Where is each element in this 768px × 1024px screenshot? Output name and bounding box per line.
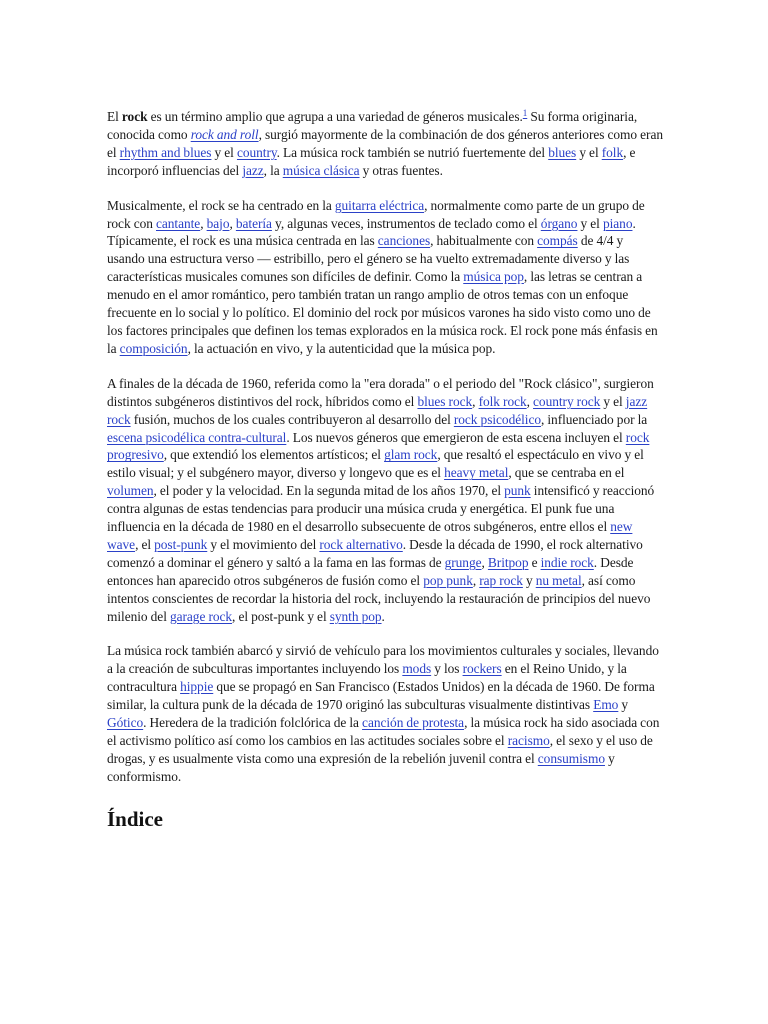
text-run: intensificó y reaccionó contra algunas de estas tendencias para producir una música cruda y energética. El punk fue una influencia en la década de 1980 en el desarrollo subsecuente de otros subgéneros, entre ellos el xyxy=(107,483,655,535)
text-run: en el Reino Unido, y la contracultura xyxy=(107,661,627,695)
wiki-link[interactable]: new wave xyxy=(107,519,633,552)
text-run: , el poder y la velocidad. En la segunda mitad de los años 1970, el xyxy=(153,483,505,499)
wiki-link[interactable]: garage rock xyxy=(169,608,233,624)
text-run: es un término amplio que agrupa a una variedad de géneros musicales. xyxy=(147,109,523,124)
wiki-link[interactable]: punk xyxy=(504,483,531,499)
text-run: que se propagó en San Francisco (Estados Unidos) en la década de 1960. De forma similar, la cultura punk de la década de 1970 originó las subculturas visualmente distintivas xyxy=(107,679,655,713)
article-paragraph xyxy=(107,108,663,180)
wiki-link[interactable]: rock alternativo xyxy=(319,536,403,552)
text-run: y otras fuentes. xyxy=(359,162,443,178)
text-run: , xyxy=(481,554,488,570)
text-run: y el xyxy=(600,393,626,409)
wiki-link[interactable]: folk xyxy=(601,144,624,160)
wiki-link[interactable]: composición xyxy=(119,340,188,356)
text-run: y el xyxy=(211,144,237,160)
text-run: . Desde la década de 1990, el rock alternativo comenzó a dominar el género y saltó a la fama en las formas de xyxy=(107,536,643,570)
article-paragraph xyxy=(107,375,663,626)
wiki-link[interactable]: blues rock xyxy=(417,393,473,409)
wiki-link[interactable]: música clásica xyxy=(282,162,360,178)
wiki-link[interactable]: canciones xyxy=(377,233,431,249)
wiki-link[interactable]: grunge xyxy=(444,554,482,570)
text-run: y xyxy=(618,697,629,713)
text-run: , xyxy=(200,215,207,231)
wiki-link[interactable]: rockers xyxy=(462,661,502,677)
text-run: , la xyxy=(263,162,283,178)
text-run: , la actuación en vivo, y la autenticidad que la música pop. xyxy=(187,340,496,356)
wiki-link[interactable]: volumen xyxy=(107,483,154,499)
wiki-link[interactable]: órgano xyxy=(540,215,578,231)
wiki-link[interactable]: escena psicodélica contra-cultural xyxy=(107,429,287,445)
text-run: . Heredera de la tradición folclórica de la xyxy=(143,715,363,731)
text-run: El xyxy=(107,109,122,124)
text-run: , el sexo y el uso de drogas, y es usualmente vista como una expresión de la rebelión juvenil contra el xyxy=(107,733,653,766)
wiki-link[interactable]: mods xyxy=(402,661,432,677)
wiki-link[interactable]: country xyxy=(236,144,277,160)
wiki-link[interactable]: country rock xyxy=(533,393,601,409)
text-run: y, algunas veces, instrumentos de teclado como el xyxy=(271,215,541,231)
wiki-link[interactable]: canción de protesta xyxy=(362,715,465,731)
text-run: , habitualmente con xyxy=(430,233,538,249)
text-run: , que extendió los elementos artísticos; el xyxy=(163,447,385,463)
text-run: . Desde entonces han aparecido otros subgéneros de fusión como el xyxy=(107,554,634,588)
wiki-link[interactable]: nu metal xyxy=(535,572,582,588)
text-run: , xyxy=(526,393,534,409)
text-run: y conformismo. xyxy=(107,750,615,784)
wiki-link[interactable]: hippie xyxy=(180,679,214,695)
wiki-link[interactable]: rock psicodélico xyxy=(453,411,541,427)
text-run: , así como intentos conscientes de recordar la historia del rock, incluyendo la restauración de principios del nuevo milenio del xyxy=(107,572,651,624)
text-run: y los xyxy=(431,661,463,677)
text-run: , el post-punk y el xyxy=(232,608,330,624)
wiki-link[interactable]: heavy metal xyxy=(444,465,509,481)
article-paragraph xyxy=(107,197,663,358)
wiki-link[interactable]: Gótico xyxy=(107,715,144,731)
wiki-link[interactable]: Emo xyxy=(593,697,619,713)
article-paragraphs xyxy=(107,108,663,786)
text-run: La música rock también abarcó y sirvió de vehículo para los movimientos culturales y sociales, llevando a la creación de subculturas importantes incluyendo los xyxy=(107,643,659,677)
text-run: e xyxy=(528,554,541,570)
wiki-link[interactable]: rap rock xyxy=(479,572,523,588)
text-run: , xyxy=(472,393,479,409)
wiki-link[interactable]: batería xyxy=(235,215,272,231)
wiki-link[interactable]: música pop xyxy=(463,269,524,285)
wiki-link[interactable]: Britpop xyxy=(487,554,529,570)
text-run: . Los nuevos géneros que emergieron de esta escena incluyen el xyxy=(286,429,626,445)
wiki-link[interactable]: indie rock xyxy=(540,554,594,570)
wiki-link[interactable]: rhythm and blues xyxy=(119,144,212,160)
wiki-link[interactable]: post-punk xyxy=(154,536,208,552)
article-paragraph xyxy=(107,642,663,785)
text-run: . xyxy=(381,608,385,624)
wiki-link[interactable]: jazz xyxy=(242,162,264,178)
text-run: , que resaltó el espectáculo en vivo y el estilo visual; y el subgénero mayor, diverso y longevo que es el xyxy=(107,447,644,481)
text-run: , la música rock ha sido asociada con el activismo político así como los cambios en las actitudes sociales sobre el xyxy=(107,715,660,748)
wiki-link[interactable]: consumismo xyxy=(537,750,605,766)
bold-term: rock xyxy=(121,109,148,124)
text-run: , xyxy=(472,572,480,588)
text-run: . Típicamente, el rock es una música centrada en las xyxy=(107,215,636,249)
wiki-link[interactable]: pop punk xyxy=(423,572,473,588)
wiki-link[interactable]: rock and roll xyxy=(190,126,259,142)
text-run: Musicalmente, el rock se ha centrado en la xyxy=(107,197,335,213)
wiki-link[interactable]: rock progresivo xyxy=(107,429,650,463)
reference-link[interactable]: 1 xyxy=(522,107,528,118)
text-run: , que se centraba en el xyxy=(508,465,625,481)
text-run: , el xyxy=(135,536,155,552)
wiki-link[interactable]: bajo xyxy=(206,215,230,231)
text-run: y el xyxy=(577,215,603,231)
wiki-link[interactable]: blues xyxy=(548,144,577,160)
text-run: , e incorporó influencias del xyxy=(107,144,636,178)
text-run: y el xyxy=(576,144,602,160)
text-run: A finales de la década de 1960, referida como la "era dorada" o el periodo del "Rock clásico", surgieron distintos subgéneros distintivos del rock, híbridos como el xyxy=(107,375,654,409)
wiki-link[interactable]: guitarra eléctrica xyxy=(334,197,425,213)
text-run: , normalmente como parte de un grupo de rock con xyxy=(107,197,645,231)
wiki-link[interactable]: cantante xyxy=(155,215,201,231)
wiki-link[interactable]: racismo xyxy=(507,733,550,748)
wiki-link[interactable]: synth pop xyxy=(329,608,382,624)
text-run: fusión, muchos de los cuales contribuyeron al desarrollo del xyxy=(130,411,454,427)
text-run: y xyxy=(522,572,536,588)
toc-heading: Índice xyxy=(107,806,164,831)
text-run: , las letras se centran a menudo en el amor romántico, pero también tratan un rango amplio de otros temas con un enfoque frecuente en lo social y lo político. El dominio del rock por músicos varones ha sido visto como uno de los factores principales que definen los temas explorados en la música rock. El rock pone más énfasis en la xyxy=(107,269,658,356)
text-run: , xyxy=(229,215,236,231)
wiki-link[interactable]: compás xyxy=(537,233,578,249)
text-run: , influenciado por la xyxy=(540,411,648,427)
text-run: Su forma originaria, conocida como xyxy=(107,109,638,142)
text-run: y el movimiento del xyxy=(207,536,320,552)
wiki-link[interactable]: jazz rock xyxy=(107,393,648,427)
article-body xyxy=(107,108,663,832)
text-run: , surgió mayormente de la combinación de dos géneros anteriores como eran el xyxy=(107,126,663,160)
wiki-link[interactable]: piano xyxy=(602,215,633,231)
text-run: . La música rock también se nutrió fuertemente del xyxy=(276,144,549,160)
text-run: de 4/4 y usando una estructura verso — estribillo, pero el género se ha vuelto extremadamente diverso y las características musicales comunes son difíciles de definir. Como la xyxy=(107,233,630,285)
wiki-link[interactable]: glam rock xyxy=(384,447,438,463)
wiki-link[interactable]: folk rock xyxy=(478,393,527,409)
